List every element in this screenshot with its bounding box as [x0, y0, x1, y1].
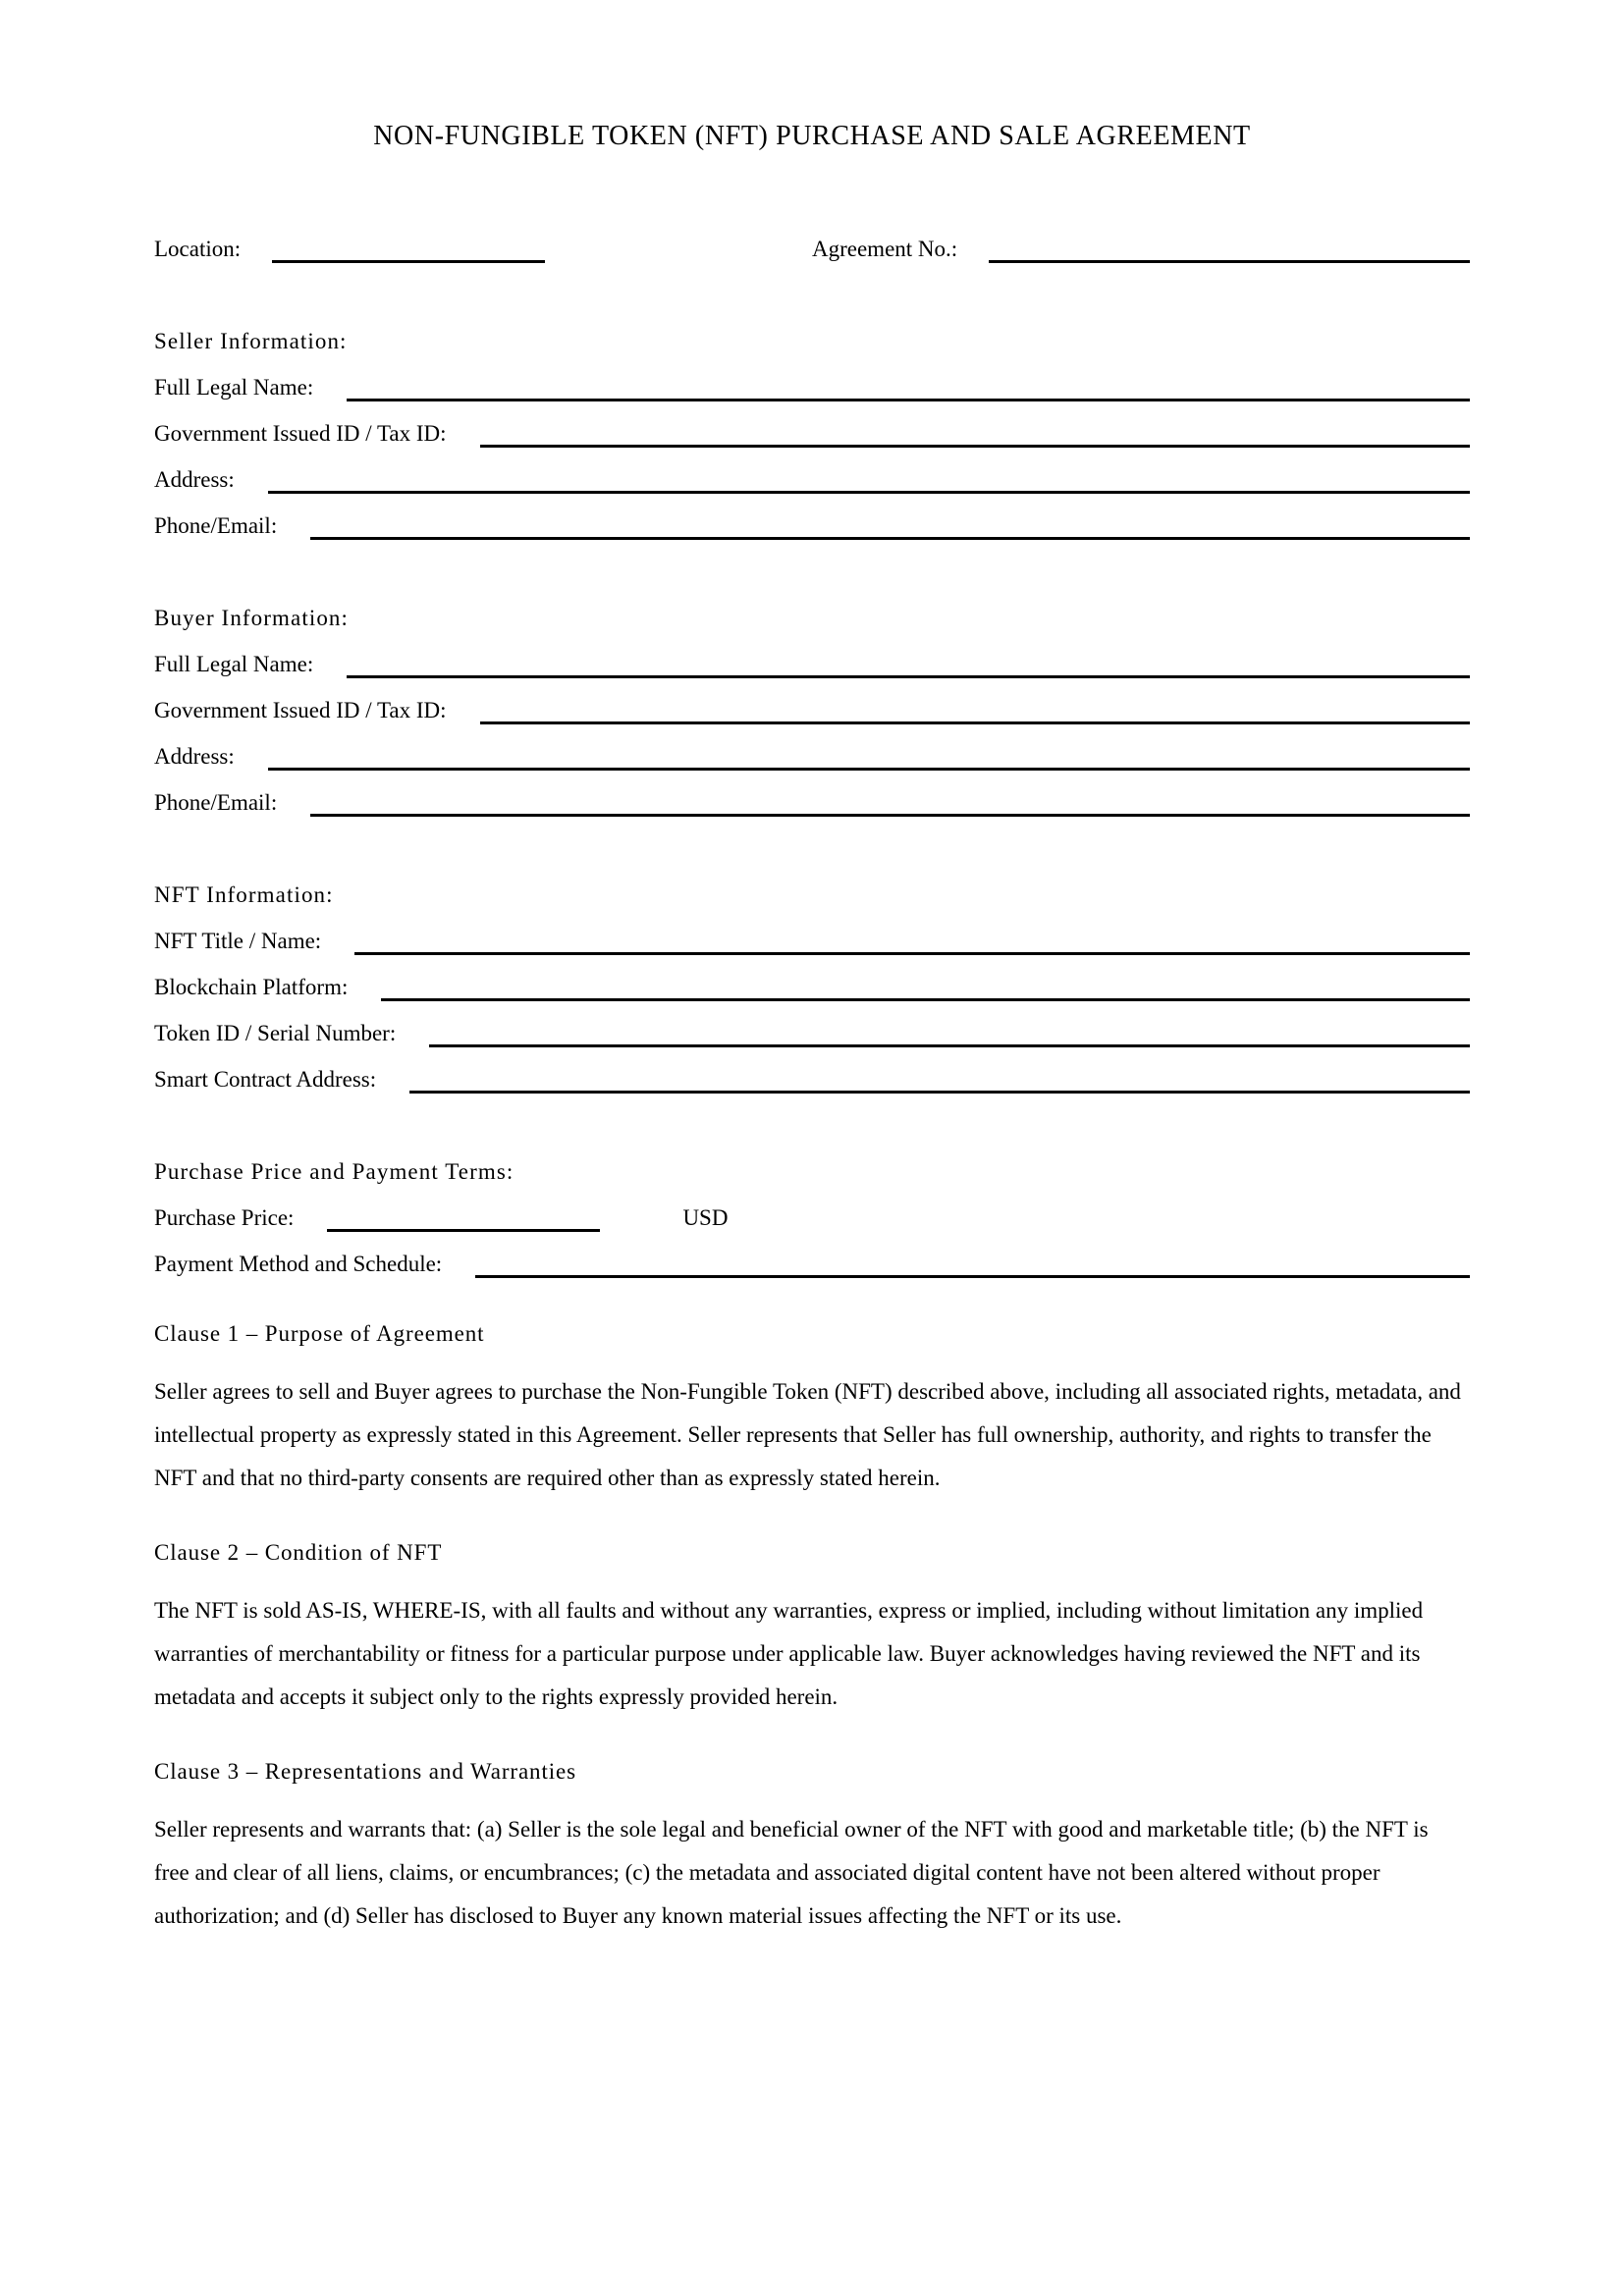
buyer-government-id-input-line[interactable] — [480, 721, 1470, 724]
buyer-phone-email-label: Phone/Email: — [154, 789, 278, 815]
buyer-phone-email-row — [154, 774, 1470, 820]
buyer-phone-email-input-line[interactable] — [310, 814, 1470, 817]
nft-smart-contract-address-label: Smart Contract Address: — [154, 1066, 377, 1092]
nft-token-id-label: Token ID / Serial Number: — [154, 1020, 397, 1045]
nft-section-heading: NFT Information: — [154, 881, 334, 907]
nft-blockchain-platform-input-line[interactable] — [381, 998, 1470, 1001]
location-field — [154, 238, 812, 266]
buyer-address-label: Address: — [154, 743, 235, 769]
clause-2-body: The NFT is sold AS-IS, WHERE-IS, with all faults and without any warranties, express or implied, including without limitation any implied warranties of merchantability or fitness for a particular purpose under applicable law. Buyer acknowledges having reviewed the NFT and its metadata and accepts it subject only to the rights expressly provided herein. — [154, 1597, 1424, 1709]
nft-smart-contract-address-row — [154, 1050, 1470, 1096]
buyer-address-row — [154, 727, 1470, 774]
seller-government-id-label: Government Issued ID / Tax ID: — [154, 420, 447, 446]
seller-phone-email-row — [154, 497, 1470, 543]
spacer-before-clause-1 — [154, 1281, 1470, 1322]
location-input-line[interactable] — [272, 260, 545, 263]
nft-blockchain-platform-row — [154, 958, 1470, 1004]
clause-3 — [154, 1760, 1470, 1938]
seller-full-legal-name-label: Full Legal Name: — [154, 374, 314, 400]
buyer-full-legal-name-label: Full Legal Name: — [154, 651, 314, 676]
agreement-no-label: Agreement No.: — [812, 236, 958, 261]
buyer-government-id-row — [154, 681, 1470, 727]
clause-1-heading: Clause 1 – Purpose of Agreement — [154, 1320, 485, 1346]
clause-2 — [154, 1541, 1470, 1719]
header-fields-row — [154, 220, 1470, 266]
purchase-price-label: Purchase Price: — [154, 1204, 295, 1230]
agreement-no-input-line[interactable] — [989, 260, 1470, 263]
seller-section-heading: Seller Information: — [154, 328, 348, 353]
payment-method-row — [154, 1235, 1470, 1281]
spacer-before-clause-2 — [154, 1500, 1470, 1541]
buyer-full-legal-name-input-line[interactable] — [347, 675, 1470, 678]
seller-phone-email-input-line[interactable] — [310, 537, 1470, 540]
nft-title-name-label: NFT Title / Name: — [154, 928, 322, 953]
payment-section-heading: Purchase Price and Payment Terms: — [154, 1158, 514, 1184]
nft-smart-contract-address-input-line[interactable] — [409, 1091, 1470, 1094]
buyer-section-heading: Buyer Information: — [154, 605, 350, 630]
spacer-before-buyer — [154, 543, 1470, 589]
nft-blockchain-platform-label: Blockchain Platform: — [154, 974, 349, 999]
seller-address-label: Address: — [154, 466, 235, 492]
payment-method-label: Payment Method and Schedule: — [154, 1251, 443, 1276]
seller-address-row — [154, 451, 1470, 497]
location-label: Location: — [154, 236, 242, 261]
clause-1-body: Seller agrees to sell and Buyer agrees to purchase the Non-Fungible Token (NFT) described above, including all associated rights, metadata, and intellectual property as expressly stated in this Agreement. Seller represents that Seller has full ownership, authority, and rights to transfer the NFT and that no third-party consents are required other than as expressly stated herein. — [154, 1378, 1461, 1490]
clause-3-body: Seller represents and warrants that: (a) Seller is the sole legal and beneficial owner of the NFT with good and marketable title; (b) the NFT is free and clear of all liens, claims, or encumbrances; (c) the metadata and associated digital content have not been altered without proper authorization; and (d) Seller has disclosed to Buyer any known material issues affecting the NFT or its use. — [154, 1816, 1429, 1928]
buyer-full-legal-name-row — [154, 635, 1470, 681]
nft-title-name-row — [154, 912, 1470, 958]
purchase-price-row — [154, 1189, 1470, 1235]
seller-address-input-line[interactable] — [268, 491, 1470, 494]
spacer-before-seller — [154, 266, 1470, 312]
spacer-before-payment — [154, 1096, 1470, 1143]
seller-government-id-row — [154, 404, 1470, 451]
seller-full-legal-name-row — [154, 358, 1470, 404]
nft-token-id-row — [154, 1004, 1470, 1050]
nft-token-id-input-line[interactable] — [429, 1044, 1470, 1047]
nft-title-name-input-line[interactable] — [354, 952, 1470, 955]
buyer-address-input-line[interactable] — [268, 768, 1470, 771]
document-title: NON-FUNGIBLE TOKEN (NFT) PURCHASE AND SALE AGREEMENT — [373, 121, 1251, 151]
clause-2-heading: Clause 2 – Condition of NFT — [154, 1539, 443, 1565]
seller-government-id-input-line[interactable] — [480, 445, 1470, 448]
payment-method-input-line[interactable] — [475, 1275, 1470, 1278]
seller-phone-email-label: Phone/Email: — [154, 512, 278, 538]
purchase-price-currency: USD — [682, 1204, 729, 1230]
buyer-government-id-label: Government Issued ID / Tax ID: — [154, 697, 447, 722]
agreement-no-field — [812, 238, 1470, 266]
spacer-after-title — [154, 153, 1470, 220]
seller-full-legal-name-input-line[interactable] — [347, 399, 1470, 401]
spacer-before-nft — [154, 820, 1470, 866]
purchase-price-input-line[interactable] — [327, 1229, 600, 1232]
spacer-before-clause-3 — [154, 1719, 1470, 1760]
clause-1 — [154, 1322, 1470, 1500]
clause-3-heading: Clause 3 – Representations and Warranties — [154, 1758, 576, 1784]
